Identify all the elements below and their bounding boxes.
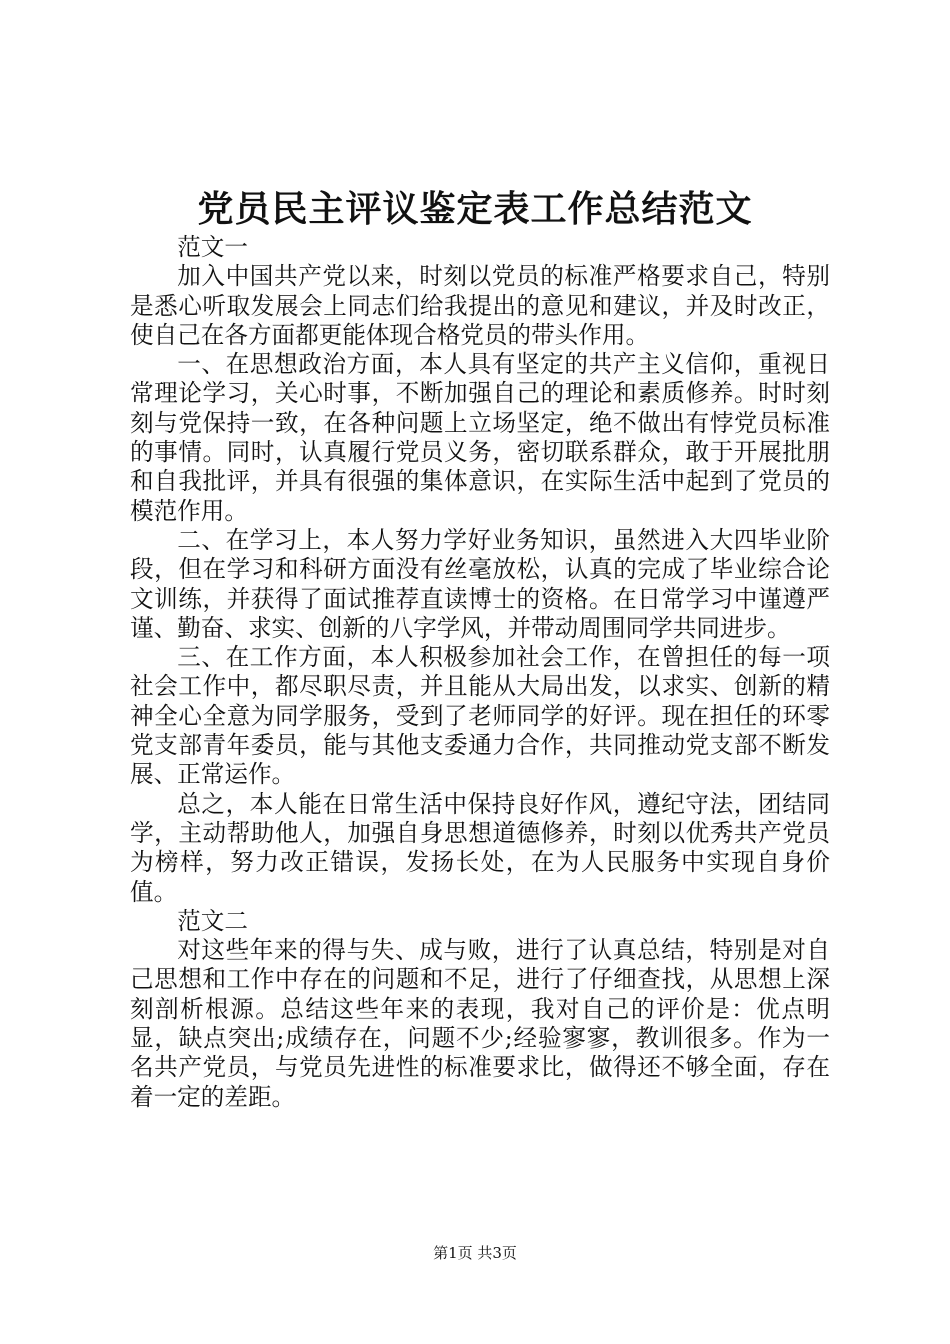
document-body — [130, 233, 830, 1112]
document-title: 党员民主评议鉴定表工作总结范文 — [197, 188, 753, 230]
paragraph-work: 三、在工作方面，本人积极参加社会工作，在曾担任的每一项社会工作中，都尽职尽责，并且能从大局出发，以求实、创新的精神全心全意为同学服务，受到了老师同学的好评。现在担任的环零党支部青年委员，能与其他支委通力合作，共同推动党支部不断发展、正常运作。 — [130, 643, 830, 789]
paragraph-political: 一、在思想政治方面，本人具有坚定的共产主义信仰，重视日常理论学习，关心时事，不断加强自己的理论和素质修养。时时刻刻与党保持一致，在各种问题上立场坚定，绝不做出有悖党员标准的事情。同时，认真履行党员义务，密切联系群众，敢于开展批朋和自我批评，并具有很强的集体意识，在实际生活中起到了党员的模范作用。 — [130, 350, 830, 525]
section-heading-2: 范文二 — [177, 906, 248, 935]
page-footer: 第1页 共3页 — [433, 1244, 517, 1262]
section-heading-1: 范文一 — [177, 233, 248, 261]
paragraph-reflection: 对这些年来的得与失、成与败，进行了认真总结，特别是对自己思想和工作中存在的问题和不足，进行了仔细查找，从思想上深刻剖析根源。总结这些年来的表现，我对自己的评价是：优点明显，缺点突出;成绩存在，问题不少;经验寥寥，教训很多。作为一名共产党员，与党员先进性的标准要求比，做得还不够全面，存在着一定的差距。 — [130, 936, 830, 1111]
paragraph-study: 二、在学习上，本人努力学好业务知识，虽然进入大四毕业阶段，但在学习和科研方面没有丝毫放松，认真的完成了毕业综合论文训练，并获得了面试推荐直读博士的资格。在日常学习中谨遵严谨、勤奋、求实、创新的八字学风，并带动周围同学共同进步。 — [130, 525, 830, 642]
paragraph-summary: 总之，本人能在日常生活中保持良好作风，遵纪守法，团结同学，主动帮助他人，加强自身思想道德修养，时刻以优秀共产党员为榜样，努力改正错误，发扬长处，在为人民服务中实现自身价值。 — [130, 789, 830, 906]
paragraph-intro: 加入中国共产党以来，时刻以党员的标准严格要求自己，特别是悉心听取发展会上同志们给我提出的意见和建议，并及时改正，使自己在各方面都更能体现合格党员的带头作用。 — [130, 262, 830, 349]
